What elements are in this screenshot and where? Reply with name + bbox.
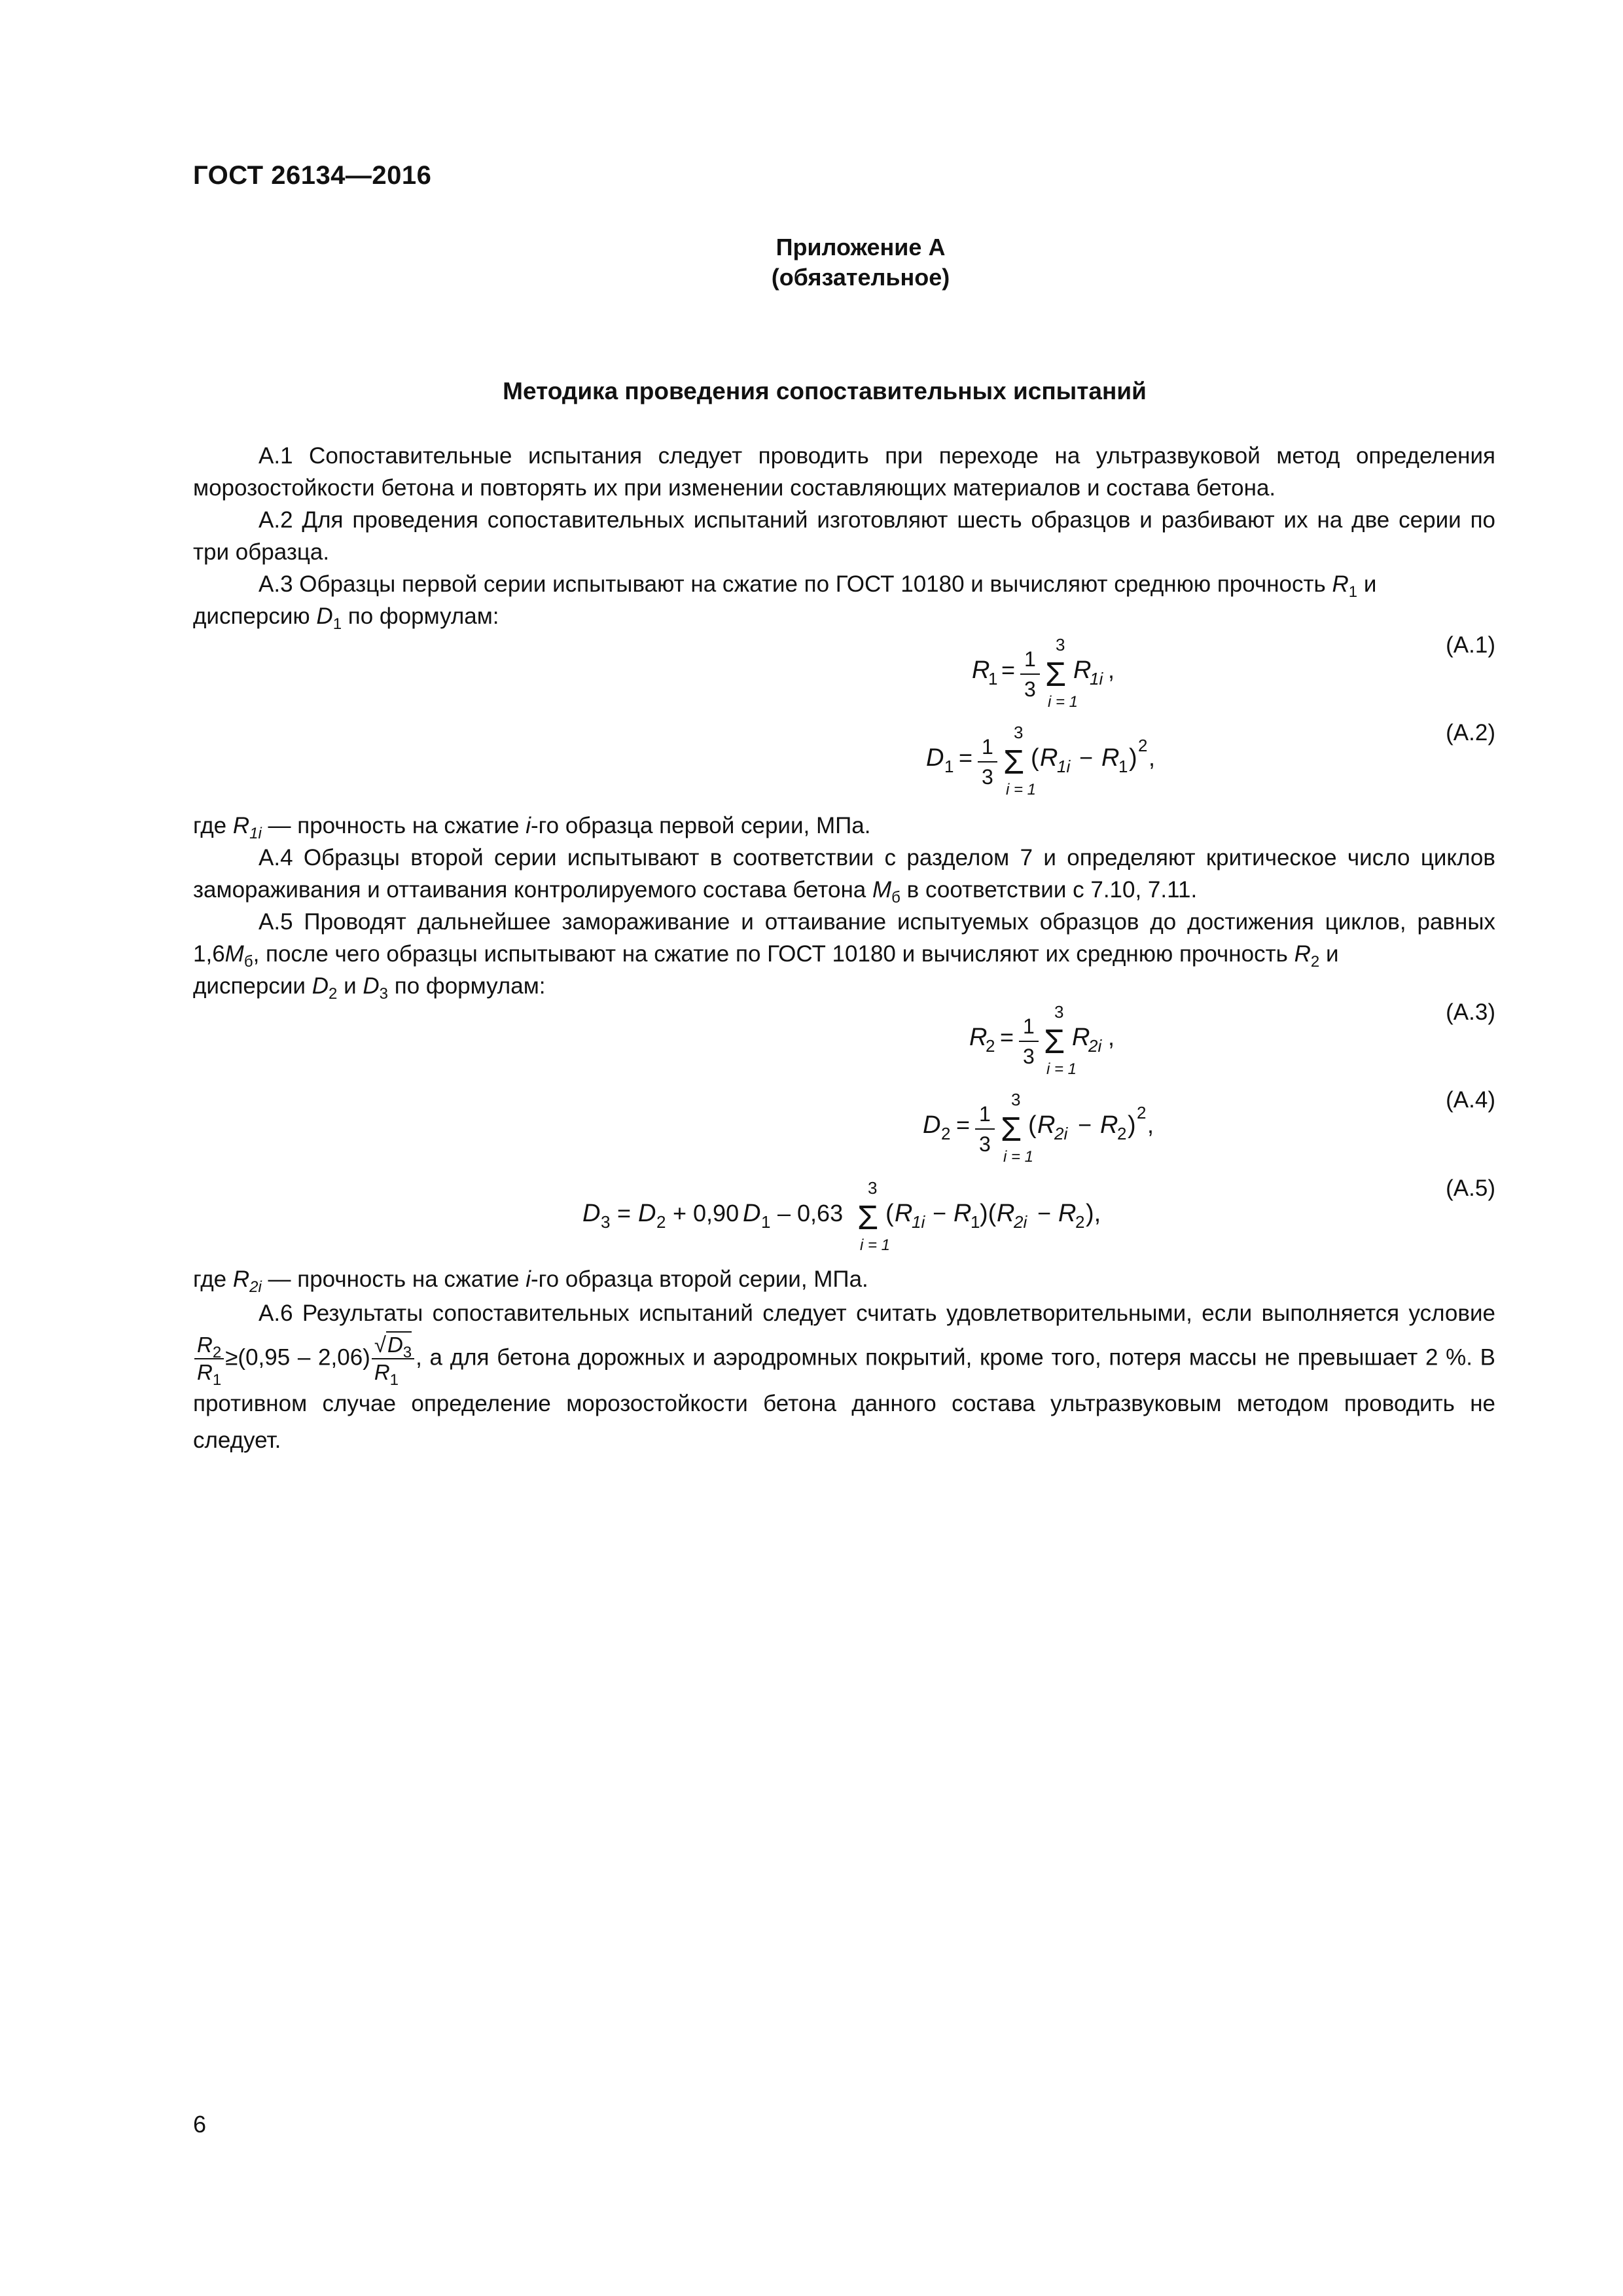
formula-a1-eq: = (1001, 656, 1016, 683)
frac-r2: R (197, 1333, 213, 1357)
where-r2-post: — прочность на сжатие (268, 1266, 520, 1292)
formula-a4-ra: R (1037, 1111, 1056, 1139)
paragraph-a3 (193, 568, 1495, 632)
paragraph-a1 (193, 440, 1495, 504)
formula-a1-lhs-sub: 1 (988, 669, 998, 689)
symbol-mb-2: M (224, 941, 244, 967)
symbol-r1-sub: 1 (1348, 583, 1358, 601)
formula-a4-frac-den: 3 (979, 1132, 991, 1156)
paragraph-a5-start: А.5 Проводят дальнейшее замораживание и оттаивание испытуемых образцов до достижения циклов, равных 1,6 (193, 909, 1495, 967)
paragraph-a5-end: по формулам: (394, 973, 546, 999)
formula-a4-frac-num: 1 (979, 1102, 991, 1126)
paragraph-a4 (193, 842, 1495, 906)
formula-a2-frac-num: 1 (982, 735, 993, 759)
symbol-d1-sub: 1 (332, 615, 342, 633)
formula-a1 (193, 632, 1495, 724)
formula-a2 (193, 720, 1495, 812)
formula-a5-close: ), (1086, 1200, 1101, 1227)
formula-a4-rb: R (1100, 1111, 1118, 1139)
formula-a2-close: ) (1129, 744, 1137, 772)
symbol-d3-sub: 3 (379, 985, 389, 1003)
paragraph-a4-end: в соответствии с 7.10, 7.11. (906, 877, 1198, 903)
annex-heading (0, 232, 1623, 293)
formula-a5-r1: R (954, 1200, 972, 1227)
formula-a1-sum-top: 3 (1056, 635, 1065, 655)
where-r2-pre: где (193, 1266, 227, 1292)
symbol-d2: D (312, 973, 329, 999)
where-r1-symbol: R (232, 813, 250, 838)
formula-a1-sigma: Σ (1045, 656, 1067, 694)
formula-a1-frac-den: 3 (1024, 677, 1036, 701)
formula-a5-sum-top: 3 (868, 1178, 878, 1198)
formula-a5-lhs-sub: 3 (601, 1212, 611, 1232)
formula-a3-body-sub: 2i (1088, 1036, 1102, 1056)
frac-r1-b-sub: 1 (389, 1371, 399, 1389)
formula-a5-r1i-sub: 1i (912, 1212, 925, 1232)
formula-a5-d1: D (743, 1200, 761, 1227)
symbol-r1: R (1332, 571, 1349, 597)
formula-a5-r1-sub: 1 (971, 1212, 980, 1232)
where-r1-post: — прочность на сжатие (268, 813, 520, 838)
formula-a3 (193, 999, 1495, 1091)
formula-a2-number: (А.2) (1446, 720, 1495, 745)
paragraph-a5 (193, 906, 1495, 1002)
formula-a5 (193, 1175, 1495, 1267)
formula-a4-open: ( (1028, 1111, 1037, 1139)
formula-a3-lhs-sub: 2 (986, 1036, 995, 1056)
formula-a2-svg (193, 720, 1495, 812)
paragraph-a2 (193, 504, 1495, 568)
document-code: ГОСТ 26134—2016 (193, 161, 432, 190)
formula-a4-number: (А.4) (1446, 1087, 1495, 1113)
formula-a5-mid: )( (980, 1200, 997, 1227)
inline-fraction-r2-r1 (194, 1332, 224, 1389)
formula-a1-lhs: R (972, 656, 990, 684)
formula-a3-tail: , (1108, 1024, 1115, 1050)
formula-a3-frac-den: 3 (1023, 1045, 1035, 1068)
formula-a3-frac-num: 1 (1023, 1014, 1035, 1038)
annex-status: (обязательное) (771, 264, 950, 291)
frac-r1-sub: 1 (212, 1371, 222, 1389)
formula-a5-r2i-sub: 2i (1014, 1212, 1027, 1232)
formula-a2-sum-top: 3 (1014, 723, 1024, 742)
frac-r2-sub: 2 (212, 1344, 222, 1361)
formula-a2-minus: − (1079, 744, 1094, 771)
formula-a5-r2-sub: 2 (1075, 1212, 1085, 1232)
formula-a5-minus2: − (1037, 1200, 1052, 1227)
formula-a1-body: R (1073, 656, 1092, 684)
paragraph-a4-start: А.4 Образцы второй серии испытывают в соответствии с разделом 7 и определяют критическое число циклов замораживания и оттаивания контролируемого состава бетона (193, 845, 1495, 903)
formula-a1-sum-bottom: i = 1 (1048, 693, 1079, 711)
formula-a2-frac-den: 3 (982, 765, 993, 789)
page-number: 6 (193, 2111, 207, 2138)
formula-a2-rb-sub: 1 (1118, 757, 1128, 776)
formula-a2-tail: , (1149, 744, 1156, 771)
formula-a5-sum-bottom: i = 1 (860, 1236, 891, 1254)
formula-a1-frac-num: 1 (1024, 647, 1036, 671)
formula-a3-sigma: Σ (1044, 1023, 1065, 1061)
symbol-r2: R (1294, 941, 1311, 967)
formula-a4 (193, 1087, 1495, 1179)
formula-a1-body-sub: 1i (1090, 669, 1103, 689)
where-r1-pre: где (193, 813, 227, 838)
formula-a5-d1-sub: 1 (761, 1212, 771, 1232)
formula-a3-lhs: R (969, 1024, 988, 1051)
paragraph-a3-dispersion: дисперсию (193, 603, 310, 629)
inline-fraction-sqrtd3-r1: $\frac{√D_3}{R_1}$ (372, 1332, 414, 1386)
symbol-d3: D (363, 973, 380, 999)
formula-a4-eq: = (956, 1111, 971, 1138)
formula-a3-body: R (1072, 1024, 1090, 1051)
frac-d3-sub: 3 (402, 1344, 412, 1361)
paragraph-a5-and2: и (344, 973, 357, 999)
paragraph-a3-start: А.3 Образцы первой серии испытывают на сжатие по ГОСТ 10180 и вычисляют среднюю прочность (259, 571, 1326, 597)
paragraph-a5-and: и (1325, 941, 1339, 967)
symbol-mb-sub: б (891, 889, 901, 906)
formula-a5-plus-coef: + 0,90 (673, 1200, 740, 1227)
symbol-mb: M (872, 877, 892, 903)
frac-r1-b: R (374, 1360, 390, 1384)
formula-a2-ra: R (1040, 744, 1058, 772)
formula-a3-eq: = (1000, 1024, 1014, 1050)
formula-a4-power: 2 (1137, 1103, 1147, 1122)
where-r2-sub: 2i (249, 1278, 262, 1296)
formula-a3-svg (193, 999, 1495, 1091)
section-title: Методика проведения сопоставительных испытаний (503, 378, 1147, 404)
formula-a5-open1: ( (885, 1200, 894, 1227)
paragraph-a1-text: А.1 Сопоставительные испытания следует проводить при переходе на ультразвуковой метод определения морозостойкости бетона и повторять их при изменении составляющих материалов и состава бетона. (193, 443, 1495, 501)
formula-a1-tail: , (1108, 656, 1115, 683)
formula-a5-d2: D (638, 1200, 656, 1227)
formula-a2-power: 2 (1138, 736, 1148, 755)
symbol-mb-2-sub: б (243, 953, 253, 971)
annex-title: Приложение А (776, 234, 946, 260)
frac-r1: R (197, 1360, 213, 1384)
formula-a4-minus: − (1078, 1111, 1092, 1138)
formula-a2-open: ( (1031, 744, 1039, 772)
where-r2-end: -го образца второй серии, МПа. (530, 1266, 868, 1292)
formula-a2-ra-sub: 1i (1057, 757, 1071, 776)
formula-a2-eq: = (959, 744, 973, 771)
formula-a3-sum-bottom: i = 1 (1046, 1060, 1077, 1078)
formula-a2-lhs: D (926, 744, 944, 772)
formula-a5-r2i: R (997, 1200, 1015, 1227)
frac-d3: D (387, 1333, 403, 1357)
paragraph-a6-condition: условие (1408, 1300, 1495, 1326)
formula-a2-sum-bottom: i = 1 (1006, 781, 1037, 798)
formula-a4-sum-top: 3 (1011, 1090, 1021, 1109)
formula-a5-sigma: Σ (857, 1199, 879, 1237)
paragraph-a6 (193, 1295, 1495, 1459)
formula-a4-sigma: Σ (1001, 1111, 1022, 1149)
formula-a5-r2: R (1058, 1200, 1077, 1227)
where-r1-i: i (526, 813, 531, 838)
paragraph-a2-text: А.2 Для проведения сопоставительных испытаний изготовляют шесть образцов и разбивают их на две серии по три образца. (193, 507, 1495, 565)
formula-a1-svg (193, 632, 1495, 724)
formula-a2-sigma: Σ (1003, 744, 1025, 781)
where-r1-end: -го образца первой серии, МПа. (530, 813, 871, 838)
paragraph-a5-mid: , после чего образцы испытывают на сжатие по ГОСТ 10180 и вычисляют их среднюю прочность (253, 941, 1288, 967)
symbol-d2-sub: 2 (328, 985, 338, 1003)
paragraph-a3-and: и (1363, 571, 1377, 597)
formula-a2-lhs-sub: 1 (944, 757, 954, 776)
formula-a5-lhs: D (582, 1200, 601, 1227)
formula-a5-svg (193, 1175, 1495, 1267)
formula-a2-rb: R (1101, 744, 1120, 772)
symbol-d1: D (316, 603, 333, 629)
paragraph-where-r2 (193, 1263, 1495, 1295)
formula-a4-close: ) (1128, 1111, 1136, 1139)
formula-a4-lhs: D (923, 1111, 941, 1139)
formula-a5-number: (А.5) (1446, 1175, 1495, 1201)
formula-a5-d2-sub: 2 (656, 1212, 666, 1232)
formula-a5-minus-coef: – 0,63 (777, 1200, 844, 1227)
paragraph-a6-rest: , а для бетона дорожных и аэродромных покрытий, кроме того, потеря массы не превышает 2 %. В противном случае определение морозостойкости бетона данного состава ультразвуковым методом проводить не следует. (193, 1344, 1495, 1453)
paragraph-a6-inequality: ≥(0,95 – 2,06) (225, 1344, 370, 1371)
symbol-r2-sub: 2 (1310, 953, 1320, 971)
formula-a4-lhs-sub: 2 (941, 1124, 951, 1143)
formula-a3-sum-top: 3 (1054, 1002, 1064, 1022)
paragraph-a6-start: А.6 Результаты сопоставительных испытаний следует считать удовлетворительными, если выполняется (259, 1300, 1400, 1326)
formula-a1-number: (А.1) (1446, 632, 1495, 658)
where-r2-i: i (526, 1266, 531, 1292)
formula-a5-r1i: R (895, 1200, 913, 1227)
paragraph-where-r1 (193, 810, 1495, 842)
where-r1-sub: 1i (249, 825, 262, 842)
formula-a4-tail: , (1147, 1111, 1154, 1138)
formula-a4-rb-sub: 2 (1117, 1124, 1127, 1143)
where-r2-symbol: R (232, 1266, 250, 1292)
paragraph-a3-end: по формулам: (348, 603, 499, 629)
formula-a4-svg (193, 1087, 1495, 1179)
formula-a3-number: (А.3) (1446, 999, 1495, 1025)
formula-a5-minus: − (933, 1200, 947, 1227)
formula-a5-eq: = (617, 1200, 632, 1227)
paragraph-a5-dispersion: дисперсии (193, 973, 306, 999)
formula-a4-ra-sub: 2i (1054, 1124, 1068, 1143)
formula-a4-sum-bottom: i = 1 (1003, 1148, 1034, 1166)
